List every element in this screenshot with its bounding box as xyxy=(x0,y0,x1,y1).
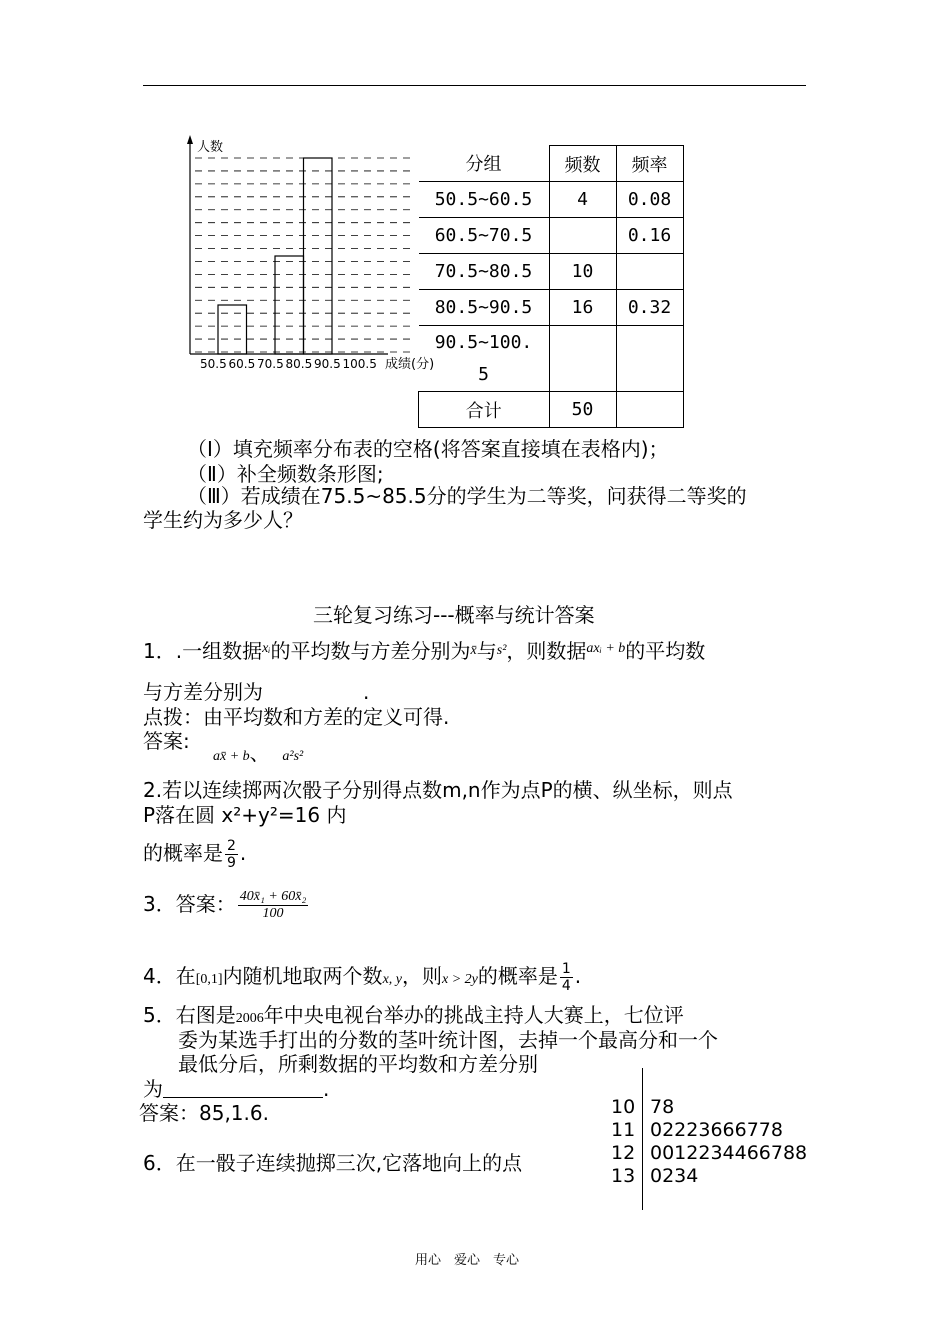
fraction xyxy=(225,838,238,871)
denominator: 4 xyxy=(561,978,571,994)
formula-cond: x > 2y xyxy=(442,972,478,987)
cell: 60.5~70.5 xyxy=(419,218,550,254)
cell-line: 5 xyxy=(478,363,489,385)
denominator: 9 xyxy=(227,855,236,871)
text: 的概率是 xyxy=(143,841,223,865)
stem: 13 xyxy=(611,1165,636,1187)
formula-mean: ax̄ + b xyxy=(213,749,250,764)
x-tick-label: 100.5 xyxy=(342,357,377,371)
fraction xyxy=(560,961,573,994)
text: . xyxy=(323,1077,330,1101)
text: 与 xyxy=(476,639,497,663)
answer-5-line1 xyxy=(143,1003,684,1031)
formula-interval: [0,1] xyxy=(195,972,223,987)
text: ，则 xyxy=(402,964,442,988)
y-axis-label: 人数 xyxy=(197,140,224,155)
table-header-row xyxy=(419,146,684,182)
frequency-table xyxy=(418,145,684,428)
stem: 11 xyxy=(611,1119,636,1141)
cell: 0.08 xyxy=(616,182,683,218)
x-tick-label: 80.5 xyxy=(285,357,313,371)
separator: 、 xyxy=(249,741,270,765)
formula-xbar: x̄ xyxy=(470,643,477,658)
question-2: （Ⅱ）补全频数条形图; xyxy=(187,462,384,486)
table-row xyxy=(419,254,684,290)
text: 的概率是 xyxy=(477,964,558,988)
answer-5-line2: 委为某选手打出的分数的茎叶统计图，去掉一个最高分和一个 xyxy=(178,1028,718,1052)
leaf-column xyxy=(650,1096,807,1188)
text: 为 xyxy=(143,1077,163,1101)
answer-1-line1 xyxy=(143,637,705,663)
stem: 12 xyxy=(611,1142,636,1164)
answer-5-answer: 答案：85,1.6. xyxy=(139,1101,269,1125)
text: 内随机地取两个数 xyxy=(222,964,383,988)
year: 2006 xyxy=(235,1011,264,1026)
cell xyxy=(549,218,616,254)
text: 的平均数与方差分别为 xyxy=(270,639,471,663)
text: . xyxy=(574,964,582,988)
frequency-histogram xyxy=(180,132,440,377)
formula-axb: axᵢ + b xyxy=(586,641,626,656)
answer-6: 6．在一骰子连续抛掷三次,它落地向上的点 xyxy=(143,1151,523,1175)
answer-blank xyxy=(163,1079,323,1098)
text: 5．右图是 xyxy=(143,1003,236,1027)
histogram-bar xyxy=(218,305,247,354)
x-tick-label: 60.5 xyxy=(228,357,256,371)
question-3-line1: （Ⅲ）若成绩在75.5~85.5分的学生为二等奖，问获得二等奖的 xyxy=(187,484,747,508)
cell xyxy=(549,326,616,392)
table-row xyxy=(419,182,684,218)
cell: 50 xyxy=(549,392,616,428)
answer-1-formula xyxy=(213,741,303,769)
histogram-bars xyxy=(218,158,332,354)
cell: 0.16 xyxy=(616,218,683,254)
answer-1-hint: 点拨：由平均数和方差的定义可得. xyxy=(143,705,450,729)
cell xyxy=(616,392,683,428)
answer-2-line1: 2.若以连续掷两次骰子分别得点数m,n作为点P的横、纵坐标，则点 xyxy=(143,778,733,802)
x-tick-labels xyxy=(200,357,377,371)
table-row xyxy=(419,218,684,254)
cell-wrapped xyxy=(419,326,550,392)
header-count: 频数 xyxy=(549,146,616,182)
cell: 4 xyxy=(549,182,616,218)
cell: 70.5~80.5 xyxy=(419,254,550,290)
denominator: 100 xyxy=(262,906,284,921)
cell: 80.5~90.5 xyxy=(419,290,550,326)
formula-xi: xᵢ xyxy=(262,641,271,656)
x-tick-label: 70.5 xyxy=(257,357,284,371)
formula-var: a²s² xyxy=(282,749,304,764)
question-3-line2: 学生约为多少人？ xyxy=(143,508,303,532)
stem: 10 xyxy=(611,1096,636,1118)
question-1: （Ⅰ）填充频率分布表的空格(将答案直接填在表格内)； xyxy=(187,437,669,461)
leaves: 0234 xyxy=(650,1165,699,1187)
answer-5-line4 xyxy=(143,1077,329,1101)
page-footer: 用心 爱心 专心 xyxy=(415,1253,520,1268)
leaves: 0012234466788 xyxy=(650,1142,808,1164)
cell: 50.5~60.5 xyxy=(419,182,550,218)
text: 年中央电视台举办的挑战主持人大赛上，七位评 xyxy=(263,1003,684,1027)
numerator: 40x̄₁ + 60x̄₂ xyxy=(239,889,307,904)
stem-column xyxy=(611,1096,635,1188)
answer-3 xyxy=(143,889,310,922)
answer-2-line3 xyxy=(143,838,246,871)
answer-5-line3: 最低分后，所剩数据的平均数和方差分别 xyxy=(178,1052,538,1076)
text: 的平均数 xyxy=(625,639,706,663)
answer-1-label: 答案: xyxy=(143,729,190,753)
histogram-bar xyxy=(304,158,333,354)
x-axis-label: 成绩(分) xyxy=(385,357,435,372)
text: 1．.一组数据 xyxy=(143,639,263,663)
x-tick-label: 90.5 xyxy=(314,357,341,371)
cell: 16 xyxy=(549,290,616,326)
stem-leaf-divider xyxy=(642,1068,643,1210)
top-rule xyxy=(143,85,806,86)
table-row xyxy=(419,392,684,428)
header-group: 分组 xyxy=(419,146,550,182)
cell: 合计 xyxy=(419,392,550,428)
answer-4 xyxy=(143,961,581,994)
leaves: 02223666778 xyxy=(650,1119,783,1141)
fraction xyxy=(238,889,309,922)
text: 3．答案： xyxy=(143,892,236,916)
text: . xyxy=(239,841,247,865)
x-tick-label: 50.5 xyxy=(200,357,227,371)
table-row xyxy=(419,290,684,326)
table-row xyxy=(419,326,684,392)
leaves: 78 xyxy=(650,1096,675,1118)
cell xyxy=(616,326,683,392)
cell: 10 xyxy=(549,254,616,290)
y-axis-arrow xyxy=(187,135,193,144)
numerator: 1 xyxy=(561,961,571,977)
cell xyxy=(616,254,683,290)
formula-s2: s² xyxy=(496,643,507,658)
answer-1-line2: 与方差分别为 . xyxy=(143,680,370,704)
frequency-table-wrap xyxy=(418,145,684,428)
text: ，则数据 xyxy=(506,639,587,663)
numerator: 2 xyxy=(227,838,236,854)
text: 4．在 xyxy=(143,964,196,988)
formula-vars: x, y xyxy=(382,972,402,987)
header-rate: 频率 xyxy=(616,146,683,182)
answer-2-line2: P落在圆 x²+y²=16 内 xyxy=(143,803,347,827)
cell-line: 90.5~100. xyxy=(434,331,533,353)
answers-title: 三轮复习练习---概率与统计答案 xyxy=(313,603,595,627)
cell: 0.32 xyxy=(616,290,683,326)
